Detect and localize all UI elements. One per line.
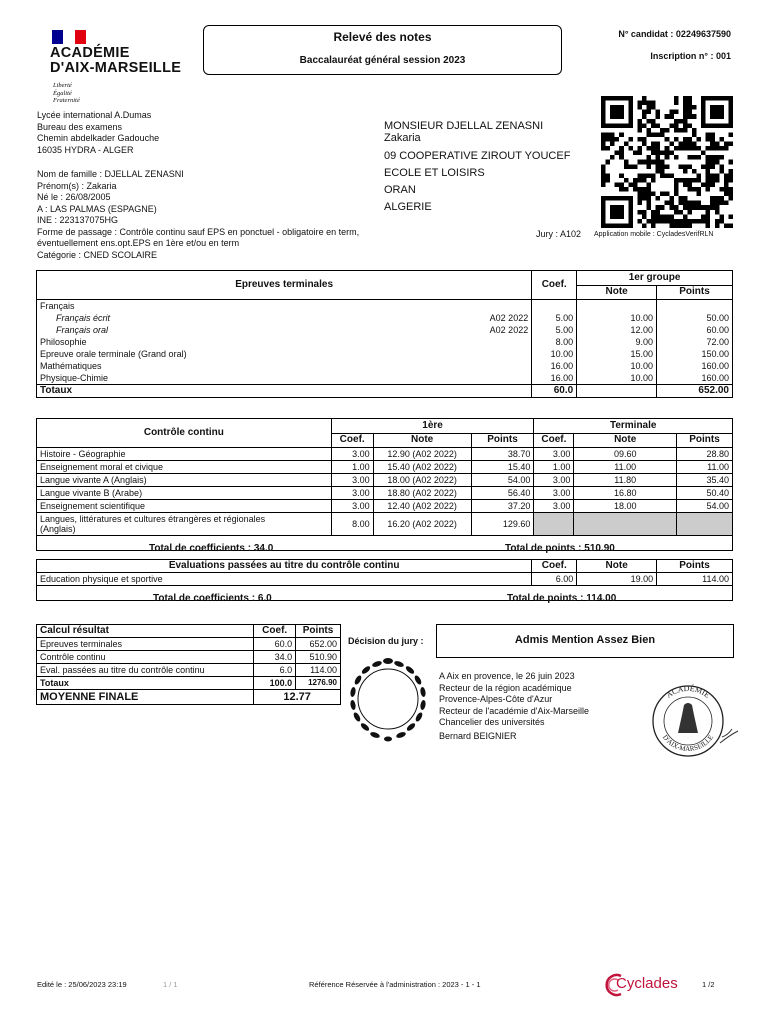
subject-name: Langues, littératures et cultures étrangères et régionales bbox=[40, 514, 266, 524]
coef-header: Coef. bbox=[254, 625, 296, 638]
calc-label: Contrôle continu bbox=[37, 651, 254, 664]
coef-cell: 3.00 bbox=[534, 448, 574, 461]
subject-cell bbox=[37, 300, 532, 313]
table-row bbox=[37, 300, 733, 313]
note-cell bbox=[577, 300, 657, 313]
signature-line: Bernard BEIGNIER bbox=[439, 730, 517, 741]
decision-value: Admis Mention Assez Bien bbox=[514, 634, 656, 646]
coef-cell: 3.00 bbox=[534, 500, 574, 513]
subject-cell bbox=[37, 336, 532, 348]
candidate-number: N° candidat : 02249637590 bbox=[618, 29, 731, 39]
subject-name: Langue vivante A (Anglais) bbox=[37, 474, 332, 487]
controle-table bbox=[36, 418, 733, 554]
subject-cell bbox=[37, 360, 532, 372]
subject-name: Enseignement moral et civique bbox=[37, 461, 332, 474]
points-cell: 56.40 bbox=[471, 487, 534, 500]
recipient-line: ORAN bbox=[384, 184, 416, 196]
coef-cell: 34.0 bbox=[254, 651, 296, 664]
school-line: 16035 HYDRA - ALGER bbox=[37, 144, 134, 155]
subject-cell bbox=[37, 372, 532, 385]
signature-block bbox=[439, 671, 589, 742]
table-row bbox=[37, 461, 733, 474]
table-row bbox=[37, 573, 733, 586]
points-cell: 510.90 bbox=[296, 651, 341, 664]
jury-label: Jury : A102 bbox=[536, 229, 582, 239]
calc-label: Eval. passées au titre du contrôle continu bbox=[37, 664, 254, 677]
subject-name: Français écrit bbox=[56, 313, 111, 323]
coef-cell: 8.00 bbox=[331, 513, 373, 536]
points-cell: 38.70 bbox=[471, 448, 534, 461]
recipient-address bbox=[384, 121, 570, 216]
recipient-line: 09 COOPERATIVE ZIROUT YOUCEF bbox=[384, 150, 571, 162]
note-cell: 11.80 bbox=[574, 474, 677, 487]
subject-name: Education physique et sportive bbox=[37, 573, 532, 586]
coef-cell: 10.00 bbox=[532, 348, 577, 360]
note-cell: 10.00 bbox=[577, 360, 657, 372]
passage-line: éventuellement ens.opt.EPS en 1ère et/ou en term bbox=[37, 238, 240, 248]
motto bbox=[53, 82, 80, 105]
passage-line: Forme de passage : Contrôle continu sauf EPS en ponctuel - obligatoire en term, bbox=[37, 226, 360, 237]
calcul-header: Calcul résultat bbox=[37, 625, 254, 638]
terminale-header: Terminale bbox=[534, 419, 733, 434]
note-cell: 09.60 bbox=[574, 448, 677, 461]
category-line: Catégorie : CNED SCOLAIRE bbox=[37, 249, 158, 260]
coef-cell: 3.00 bbox=[534, 474, 574, 487]
qr-code-icon bbox=[597, 96, 737, 228]
document-subtitle: Baccalauréat général session 2023 bbox=[299, 55, 466, 66]
coef-cell: 8.00 bbox=[532, 336, 577, 348]
app-mobile-label: Application mobile : CycladesVerifRLN bbox=[594, 231, 714, 238]
subject-name: Enseignement scientifique bbox=[37, 500, 332, 513]
student-line: Né le : 26/08/2005 bbox=[37, 192, 111, 202]
motto-line: Liberté bbox=[53, 82, 72, 89]
note-cell: 18.80 (A02 2022) bbox=[373, 487, 471, 500]
subject-name: Philosophie bbox=[40, 337, 87, 347]
table-row bbox=[37, 324, 733, 336]
svg-text:D'AIX-MARSEILLE: D'AIX-MARSEILLE bbox=[660, 733, 716, 754]
table-row bbox=[37, 487, 733, 500]
evaluations-header: Evaluations passées au titre du contrôle continu bbox=[37, 560, 532, 573]
subject-name: Français bbox=[40, 301, 75, 311]
points-cell: 150.00 bbox=[657, 348, 733, 360]
points-header: Points bbox=[296, 625, 341, 638]
totaux-label: Totaux bbox=[37, 385, 532, 398]
calcul-table bbox=[36, 624, 341, 705]
coef-header: Coef. bbox=[331, 433, 373, 448]
points-header: Points bbox=[677, 433, 733, 448]
coef-cell: 60.0 bbox=[254, 638, 296, 651]
points-header: Points bbox=[471, 433, 534, 448]
session-code: A02 2022 bbox=[489, 325, 529, 335]
student-line: A : LAS PALMAS (ESPAGNE) bbox=[37, 203, 157, 214]
signature-line: Chancelier des universités bbox=[439, 717, 545, 727]
cyclades-brand: Cyclades bbox=[616, 975, 678, 992]
motto-line: Fraternité bbox=[53, 97, 80, 104]
calc-label: Epreuves terminales bbox=[37, 638, 254, 651]
document-title: Relevé des notes bbox=[333, 30, 432, 44]
coef-cell: 1.00 bbox=[534, 461, 574, 474]
logo-line2: D'AIX-MARSEILLE bbox=[50, 60, 182, 76]
coef-header: Coef. bbox=[534, 433, 574, 448]
subject-name: Physique-Chimie bbox=[40, 373, 109, 383]
points-cell: 160.00 bbox=[657, 360, 733, 372]
points-cell: 54.00 bbox=[471, 474, 534, 487]
note-cell: 16.20 (A02 2022) bbox=[373, 513, 471, 536]
laurel-wreath-icon bbox=[344, 655, 432, 745]
table-row bbox=[37, 372, 733, 385]
recipient-line: Zakaria bbox=[384, 132, 421, 144]
points-cell: 50.40 bbox=[677, 487, 733, 500]
points-cell: 114.00 bbox=[657, 573, 733, 586]
coef-cell: 6.00 bbox=[532, 573, 577, 586]
signature-line: A Aix en provence, le 26 juin 2023 bbox=[439, 671, 575, 681]
points-cell: 129.60 bbox=[471, 513, 534, 536]
points-cell: 11.00 bbox=[677, 461, 733, 474]
subject-name: Histoire - Géographie bbox=[37, 448, 332, 461]
note-header: Note bbox=[574, 433, 677, 448]
table-row bbox=[37, 474, 733, 487]
coef-cell: 3.00 bbox=[331, 487, 373, 500]
table-row bbox=[37, 448, 733, 461]
subject-name: Langue vivante B (Arabe) bbox=[37, 487, 332, 500]
admin-reference: Référence Réservée à l'administration : 2023 - 1 - 1 bbox=[309, 980, 481, 989]
note-cell: 12.00 bbox=[577, 324, 657, 336]
points-cell: 37.20 bbox=[471, 500, 534, 513]
points-cell: 114.00 bbox=[296, 664, 341, 677]
school-line: Lycée international A.Dumas bbox=[37, 110, 152, 120]
signature-line: Recteur de l'académie d'Aix-Marseille bbox=[439, 705, 589, 716]
table-row bbox=[37, 360, 733, 372]
coef-cell: 16.00 bbox=[532, 372, 577, 385]
coef-cell: 1.00 bbox=[331, 461, 373, 474]
evaluations-table bbox=[36, 559, 733, 604]
note-header: Note bbox=[577, 285, 657, 300]
edited-date: Edité le : 25/06/2023 23:19 bbox=[37, 980, 127, 989]
epreuves-header: Epreuves terminales bbox=[37, 271, 532, 300]
coef-cell bbox=[532, 300, 577, 313]
points-cell bbox=[657, 300, 733, 313]
note-cell: 19.00 bbox=[577, 573, 657, 586]
coef-cell: 5.00 bbox=[532, 312, 577, 324]
coef-header: Coef. bbox=[532, 271, 577, 300]
motto-line: Égalité bbox=[53, 89, 72, 97]
group-header: 1er groupe bbox=[577, 271, 733, 286]
cc-total-points: Total de points : 510.90 bbox=[505, 543, 615, 554]
subject-name: Mathématiques bbox=[40, 361, 102, 371]
points-cell: 652.00 bbox=[296, 638, 341, 651]
table-row bbox=[37, 312, 733, 324]
note-cell: 16.80 bbox=[574, 487, 677, 500]
recipient-line: ALGERIE bbox=[384, 201, 432, 213]
subject-cell bbox=[37, 348, 532, 360]
totaux-label: Totaux bbox=[37, 677, 254, 690]
table-row bbox=[37, 664, 341, 677]
signature-line: Provence-Alpes-Côte d'Azur bbox=[439, 694, 553, 704]
svg-text:ACADÉMIE: ACADÉMIE bbox=[664, 683, 712, 700]
note-cell: 12.90 (A02 2022) bbox=[373, 448, 471, 461]
points-header: Points bbox=[657, 285, 733, 300]
total-coef: 100.0 bbox=[254, 677, 296, 690]
school-line: Bureau des examens bbox=[37, 121, 123, 132]
note-cell: 9.00 bbox=[577, 336, 657, 348]
total-points: 652.00 bbox=[657, 385, 733, 398]
final-average-value: 12.77 bbox=[254, 690, 341, 705]
student-line: Nom de famille : DJELLAL ZENASNI bbox=[37, 169, 184, 179]
signature-line: Recteur de la région académique bbox=[439, 682, 572, 693]
points-cell: 60.00 bbox=[657, 324, 733, 336]
note-cell: 10.00 bbox=[577, 372, 657, 385]
final-average-label: MOYENNE FINALE bbox=[37, 690, 254, 705]
note-cell: 12.40 (A02 2022) bbox=[373, 500, 471, 513]
inscription-number: Inscription n° : 001 bbox=[650, 51, 731, 61]
note-header: Note bbox=[577, 560, 657, 573]
table-row bbox=[37, 500, 733, 513]
points-cell: 54.00 bbox=[677, 500, 733, 513]
points-cell: 15.40 bbox=[471, 461, 534, 474]
table-row bbox=[37, 651, 341, 664]
coef-cell: 3.00 bbox=[331, 474, 373, 487]
note-cell: 15.40 (A02 2022) bbox=[373, 461, 471, 474]
subject-name: Français oral bbox=[56, 325, 109, 335]
student-line: Prénom(s) : Zakaria bbox=[37, 180, 117, 191]
first-year-header: 1ère bbox=[331, 419, 534, 434]
note-cell: 10.00 bbox=[577, 312, 657, 324]
cc-total-coef: Total de coefficients : 34.0 bbox=[149, 543, 274, 554]
note-cell: 11.00 bbox=[574, 461, 677, 474]
academy-logo bbox=[50, 46, 181, 76]
coef-cell: 3.00 bbox=[331, 448, 373, 461]
coef-cell: 5.00 bbox=[532, 324, 577, 336]
coef-header: Coef. bbox=[532, 560, 577, 573]
table-row bbox=[37, 348, 733, 360]
controle-header: Contrôle continu bbox=[37, 419, 332, 448]
subject-name: (Anglais) bbox=[40, 524, 76, 534]
points-cell: 160.00 bbox=[657, 372, 733, 385]
session-code: A02 2022 bbox=[489, 313, 529, 323]
school-line: Chemin abdelkader Gadouche bbox=[37, 133, 160, 143]
school-address bbox=[37, 110, 159, 156]
points-cell: 35.40 bbox=[677, 474, 733, 487]
note-cell: 18.00 bbox=[574, 500, 677, 513]
total-coef: 60.0 bbox=[532, 385, 577, 398]
points-cell: 72.00 bbox=[657, 336, 733, 348]
note-cell: 18.00 (A02 2022) bbox=[373, 474, 471, 487]
recipient-line: MONSIEUR DJELLAL ZENASNI bbox=[384, 120, 544, 132]
epreuves-table bbox=[36, 270, 733, 398]
coef-cell: 16.00 bbox=[532, 360, 577, 372]
coef-cell: 6.0 bbox=[254, 664, 296, 677]
table-row bbox=[37, 513, 733, 536]
total-points: 1276.90 bbox=[296, 677, 341, 690]
marianne-flag-icon bbox=[52, 30, 86, 44]
table-row bbox=[37, 336, 733, 348]
subject-cell bbox=[37, 324, 532, 336]
academy-stamp-icon bbox=[648, 681, 740, 761]
subject-cell bbox=[37, 312, 532, 324]
page-number: 1 /2 bbox=[702, 980, 715, 989]
points-header: Points bbox=[657, 560, 733, 573]
subject-name: Epreuve orale terminale (Grand oral) bbox=[40, 349, 187, 359]
note-header: Note bbox=[373, 433, 471, 448]
page-count: 1 / 1 bbox=[163, 980, 178, 989]
logo-line1: ACADÉMIE bbox=[50, 45, 130, 61]
eval-total-points: Total de points : 114.00 bbox=[507, 593, 617, 604]
points-cell: 50.00 bbox=[657, 312, 733, 324]
student-info bbox=[37, 169, 359, 261]
points-cell: 28.80 bbox=[677, 448, 733, 461]
eval-total-coef: Total de coefficients : 6.0 bbox=[153, 593, 272, 604]
student-line: INE : 223137075HG bbox=[37, 215, 119, 225]
coef-cell: 3.00 bbox=[534, 487, 574, 500]
decision-label: Décision du jury : bbox=[348, 636, 424, 646]
table-row bbox=[37, 638, 341, 651]
note-cell: 15.00 bbox=[577, 348, 657, 360]
coef-cell: 3.00 bbox=[331, 500, 373, 513]
recipient-line: ECOLE ET LOISIRS bbox=[384, 167, 485, 179]
